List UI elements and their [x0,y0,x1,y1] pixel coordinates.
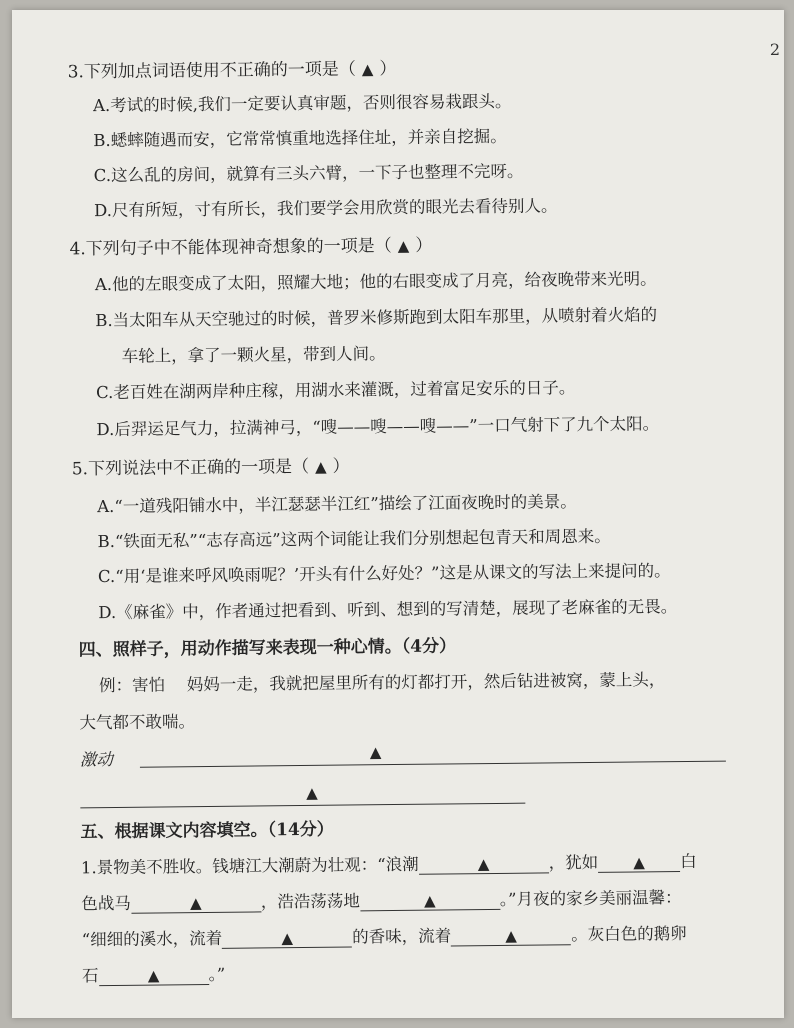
q4-stem [69,235,432,261]
q3-stem [68,58,397,83]
answer-marker: ▲ [505,926,518,945]
q5-option-b: B.“铁面无私”“志存高远”这两个词能让我们分别想起包青天和周恩来。 [97,526,611,552]
answer-marker: ▲ [281,929,294,948]
q5-stem-text: 5.下列说法中不正确的一项是（ [71,456,310,480]
fill-text: 色战马 [81,893,131,914]
fill-blank[interactable] [451,926,571,946]
section-5-line-4 [82,964,225,987]
fill-blank[interactable] [131,893,261,913]
q5-option-d: D.《麻雀》中，作者通过把看到、听到、想到的写清楚，展现了老麻雀的无畏。 [98,597,678,623]
answer-marker: ▲ [147,966,160,985]
answer-line-1[interactable] [140,761,726,768]
section-5-line-2 [81,887,681,915]
exam-sheet [12,10,784,1018]
q4-stem-text: 4.下列句子中不能体现神奇想象的一项是（ [69,236,392,260]
answer-marker: ▲ [189,894,202,913]
fill-text: 。” [208,964,226,984]
answer-marker: ▲ [477,855,490,874]
fill-text: 石 [82,966,99,986]
q3-option-c: C.这么乱的房间，就算有三头六臂，一下子也整理不完呀。 [93,161,524,186]
q3-option-d: D.尺有所短，寸有所长，我们要学会用欣赏的眼光去看待别人。 [94,196,558,221]
q5-stem-end: ） [332,456,350,477]
fill-blank[interactable] [419,854,549,874]
q4-option-b-line1: B.当太阳车从天空驰过的时候，普罗米修斯跑到太阳车那里，从喷射着火焰的 [95,305,658,331]
answer-marker: ▲ [361,60,374,79]
q5-option-a: A.“一道残阳铺水中，半江瑟瑟半江红”描绘了江面夜晚时的美景。 [97,492,577,517]
fill-blank[interactable] [222,928,352,948]
fill-blank[interactable] [360,891,500,911]
fill-text: 。”月夜的家乡美丽温馨： [499,888,682,909]
q4-stem-end: ） [415,235,433,256]
fill-text: 白 [680,851,697,872]
answer-marker: ▲ [633,853,646,872]
fill-blank[interactable] [99,966,209,986]
q3-option-a: A.考试的时候,我们一定要认真审题，否则很容易栽跟头。 [92,91,512,116]
fill-blank[interactable] [598,853,680,873]
q4-option-b-line2: 车轮上，拿了一颗火星，带到人间。 [121,344,386,366]
answer-marker: ▲ [314,457,327,476]
q3-stem-end: ） [379,58,397,80]
page-number: 2 [769,40,780,59]
q5-option-c: C.“用‘是谁来呼风唤雨呢？’开头有什么好处？”这是从课文的写法上来提问的。 [97,561,671,587]
section-5-line-3 [82,923,687,951]
answer-marker: ▲ [369,743,382,762]
fill-text: ，浩浩荡荡地 [260,891,360,912]
section-5-line-1 [81,851,697,879]
fill-text: 。灰白色的鹅卵 [571,923,687,945]
q4-option-d: D.后羿运足气力，拉满神弓，“嗖——嗖——嗖——”一口气射下了九个太阳。 [96,414,660,440]
q5-stem [72,455,350,480]
q3-stem-text: 3.下列加点词语使用不正确的一项是（ [67,59,356,83]
section-4-answer-label: 激动 [79,749,113,770]
answer-line-2[interactable] [80,803,525,809]
fill-text: 的香味，流着 [352,926,452,947]
q3-option-b: B.蟋蟀随遇而安，它常常慎重地选择住址，并亲自挖掘。 [93,126,507,151]
q4-option-c: C.老百姓在湖两岸种庄稼，用湖水来灌溉，过着富足安乐的日子。 [95,378,576,403]
q4-option-a: A.他的左眼变成了太阳，照耀大地；他的右眼变成了月亮，给夜晚带来光明。 [94,269,657,295]
fill-text: 1.景物美不胜收。钱塘江大潮蔚为壮观：“浪潮 [80,854,419,878]
answer-marker: ▲ [306,783,318,802]
fill-text: “细细的溪水，流着 [81,928,223,950]
section-4-heading: 四、照样子，用动作描写来表现一种心情。（4分） [78,636,457,661]
answer-marker: ▲ [423,891,436,910]
section-5-heading: 五、根据课文内容填空。（14分） [80,819,334,843]
section-4-example-line1: 例：害怕 妈妈一走，我就把屋里所有的灯都打开，然后钻进被窝，蒙上头， [98,670,666,696]
section-4-example-line2: 大气都不敢喘。 [79,712,196,733]
answer-marker: ▲ [397,236,410,255]
fill-text: ，犹如 [548,852,599,873]
